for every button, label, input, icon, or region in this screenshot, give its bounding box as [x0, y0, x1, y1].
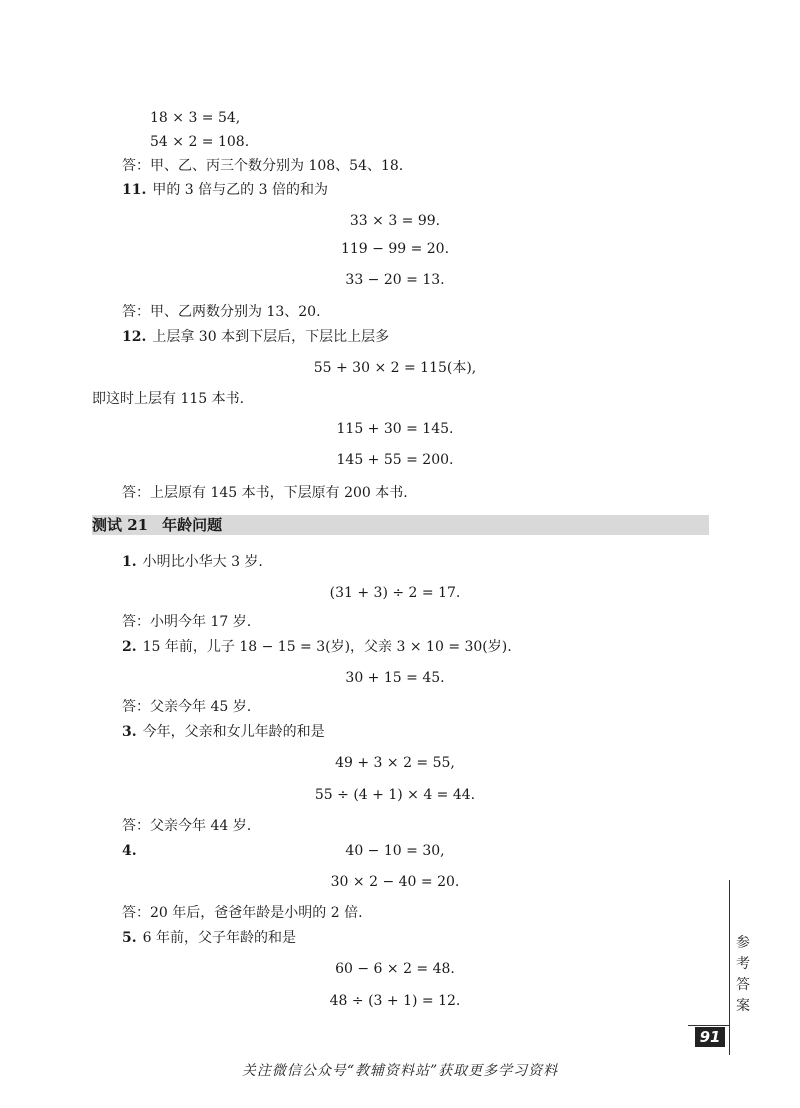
answer-line: 答：小明今年 17 岁. [122, 614, 252, 630]
footer-note: 关注微信公众号“教辅资料站”获取更多学习资料 [241, 1063, 559, 1079]
section-label: 测试 21 [92, 516, 149, 534]
answer-line: 答：父亲今年 45 岁. [122, 699, 252, 715]
problem-3 [122, 723, 325, 741]
equation-line: 40 − 10 = 30, [345, 843, 445, 859]
problem-number: 1. [122, 554, 137, 570]
section-title [92, 516, 222, 534]
answer-line: 答：甲、乙两数分别为 13、20. [122, 304, 321, 320]
problem-number: 12. [122, 329, 147, 345]
equation-line: 54 × 2 = 108. [150, 134, 250, 150]
side-label: 参考答案 [736, 935, 750, 1014]
equation-line: 49 + 3 × 2 = 55, [335, 755, 455, 771]
equation-line: 18 × 3 = 54, [150, 110, 241, 126]
equation-line: 48 ÷ (3 + 1) = 12. [329, 993, 461, 1009]
problem-text: 15 年前，儿子 18 − 15 = 3(岁)，父亲 3 × 10 = 30(岁). [142, 639, 512, 655]
answer-line: 答：父亲今年 44 岁. [122, 818, 252, 834]
problem-number: 3. [122, 724, 137, 740]
problem-5 [122, 929, 296, 947]
problem-text: 小明比小华大 3 岁. [142, 554, 263, 570]
section-name: 年龄问题 [162, 516, 223, 534]
equation-line: 115 + 30 = 145. [336, 421, 454, 437]
answer-line: 答：甲、乙、丙三个数分别为 108、54、18. [122, 158, 404, 174]
problem-11 [122, 181, 328, 199]
problem-12 [122, 328, 389, 346]
equation-line: 55 + 30 × 2 = 115(本), [313, 360, 477, 376]
problem-number: 11. [122, 182, 147, 198]
equation-line: 55 ÷ (4 + 1) × 4 = 44. [314, 787, 476, 803]
equation-line: 119 − 99 = 20. [340, 241, 450, 257]
page-number: 91 [695, 1027, 725, 1047]
problem-2 [122, 638, 512, 656]
equation-line: 30 + 15 = 45. [345, 670, 445, 686]
equation-line: 33 × 3 = 99. [349, 213, 441, 229]
equation-line: 30 × 2 − 40 = 20. [330, 874, 460, 890]
equation-line: 145 + 55 = 200. [336, 452, 454, 468]
problem-number: 2. [122, 639, 137, 655]
problem-text: 甲的 3 倍与乙的 3 倍的和为 [152, 182, 328, 198]
answer-line: 答：20 年后，爸爸年龄是小明的 2 倍. [122, 905, 363, 921]
equation-line: 60 − 6 × 2 = 48. [335, 961, 455, 977]
text-line: 即这时上层有 115 本书. [92, 391, 245, 407]
side-rule [729, 880, 730, 1055]
equation-line: 33 − 20 = 13. [345, 272, 445, 288]
answer-line: 答：上层原有 145 本书，下层原有 200 本书. [122, 485, 408, 501]
problem-text: 今年，父亲和女儿年龄的和是 [142, 724, 325, 740]
problem-number: 5. [122, 930, 137, 946]
problem-1 [122, 553, 263, 571]
problem-text: 6 年前，父子年龄的和是 [142, 930, 296, 946]
problem-number: 4. [122, 843, 137, 859]
problem-text: 上层拿 30 本到下层后，下层比上层多 [152, 329, 390, 345]
equation-line: (31 + 3) ÷ 2 = 17. [329, 585, 461, 601]
